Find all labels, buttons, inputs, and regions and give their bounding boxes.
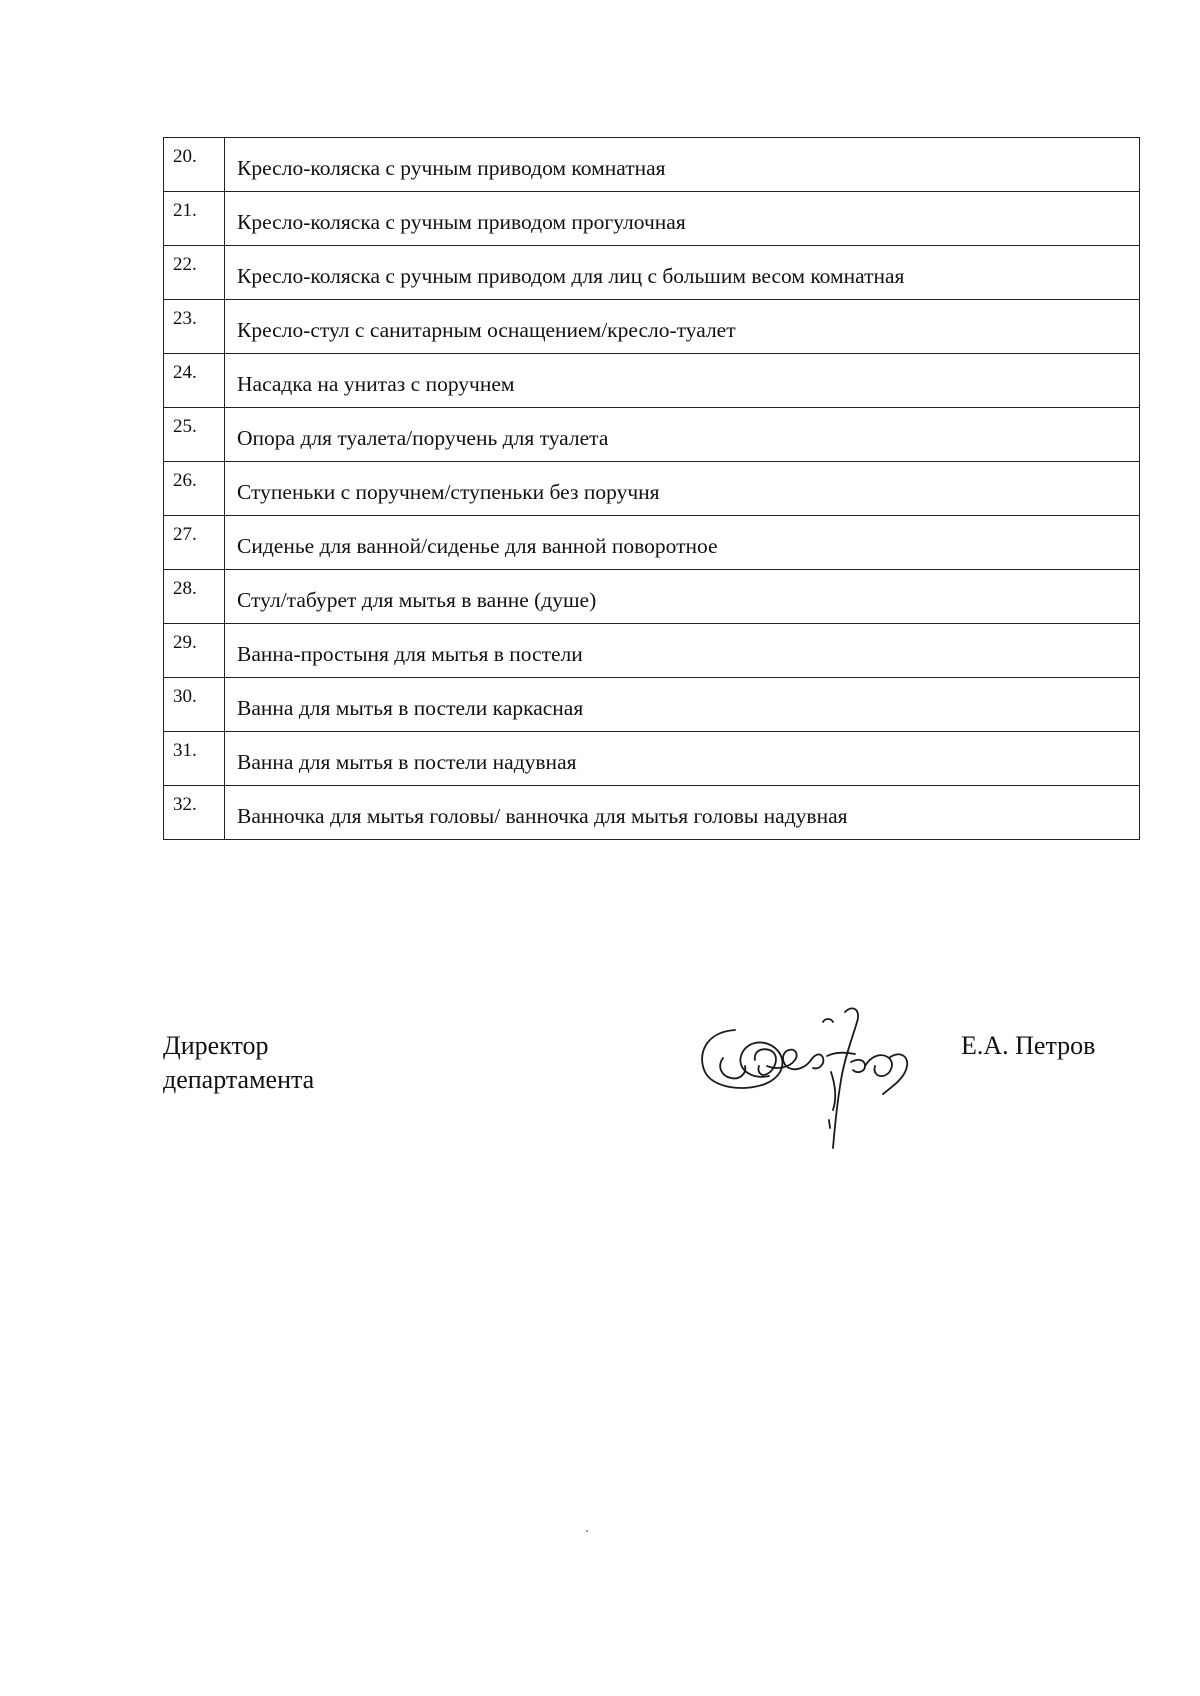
row-item-name: Стул/табурет для мытья в ванне (душе) <box>225 570 1140 624</box>
scan-speck <box>586 1530 588 1532</box>
row-number: 29. <box>164 624 225 678</box>
row-item-name: Кресло-стул с санитарным оснащением/кресло-туалет <box>225 300 1140 354</box>
signer-name: Е.А. Петров <box>961 1031 1096 1060</box>
row-item-name: Сиденье для ванной/сиденье для ванной поворотное <box>225 516 1140 570</box>
row-item-name: Ванна для мытья в постели каркасная <box>225 678 1140 732</box>
table-row <box>164 300 1140 354</box>
row-item-name: Ванна для мытья в постели надувная <box>225 732 1140 786</box>
table-row <box>164 678 1140 732</box>
row-number: 24. <box>164 354 225 408</box>
items-table <box>163 137 1140 840</box>
row-item-name: Ванна-простыня для мытья в постели <box>225 624 1140 678</box>
row-number: 27. <box>164 516 225 570</box>
row-item-name: Кресло-коляска с ручным приводом для лиц с большим весом комнатная <box>225 246 1140 300</box>
table-row <box>164 408 1140 462</box>
row-number: 31. <box>164 732 225 786</box>
table-row <box>164 732 1140 786</box>
table-row <box>164 138 1140 192</box>
row-number: 26. <box>164 462 225 516</box>
row-number: 32. <box>164 786 225 840</box>
row-number: 25. <box>164 408 225 462</box>
table-row <box>164 354 1140 408</box>
row-item-name: Ступеньки с поручнем/ступеньки без поручня <box>225 462 1140 516</box>
row-number: 20. <box>164 138 225 192</box>
row-item-name: Кресло-коляска с ручным приводом прогулочная <box>225 192 1140 246</box>
table-row <box>164 624 1140 678</box>
handwritten-signature <box>695 1000 940 1155</box>
table-row <box>164 570 1140 624</box>
table-row <box>164 246 1140 300</box>
table-row <box>164 462 1140 516</box>
signer-title-line1: Директор <box>163 1031 269 1060</box>
row-number: 22. <box>164 246 225 300</box>
row-number: 30. <box>164 678 225 732</box>
row-item-name: Опора для туалета/поручень для туалета <box>225 408 1140 462</box>
table-row <box>164 786 1140 840</box>
row-number: 28. <box>164 570 225 624</box>
table-row <box>164 192 1140 246</box>
signer-title-line2: департамента <box>163 1065 315 1094</box>
items-table-body <box>164 138 1140 840</box>
table-row <box>164 516 1140 570</box>
row-item-name: Насадка на унитаз с поручнем <box>225 354 1140 408</box>
row-number: 23. <box>164 300 225 354</box>
row-item-name: Кресло-коляска с ручным приводом комнатная <box>225 138 1140 192</box>
row-item-name: Ванночка для мытья головы/ ванночка для мытья головы надувная <box>225 786 1140 840</box>
row-number: 21. <box>164 192 225 246</box>
